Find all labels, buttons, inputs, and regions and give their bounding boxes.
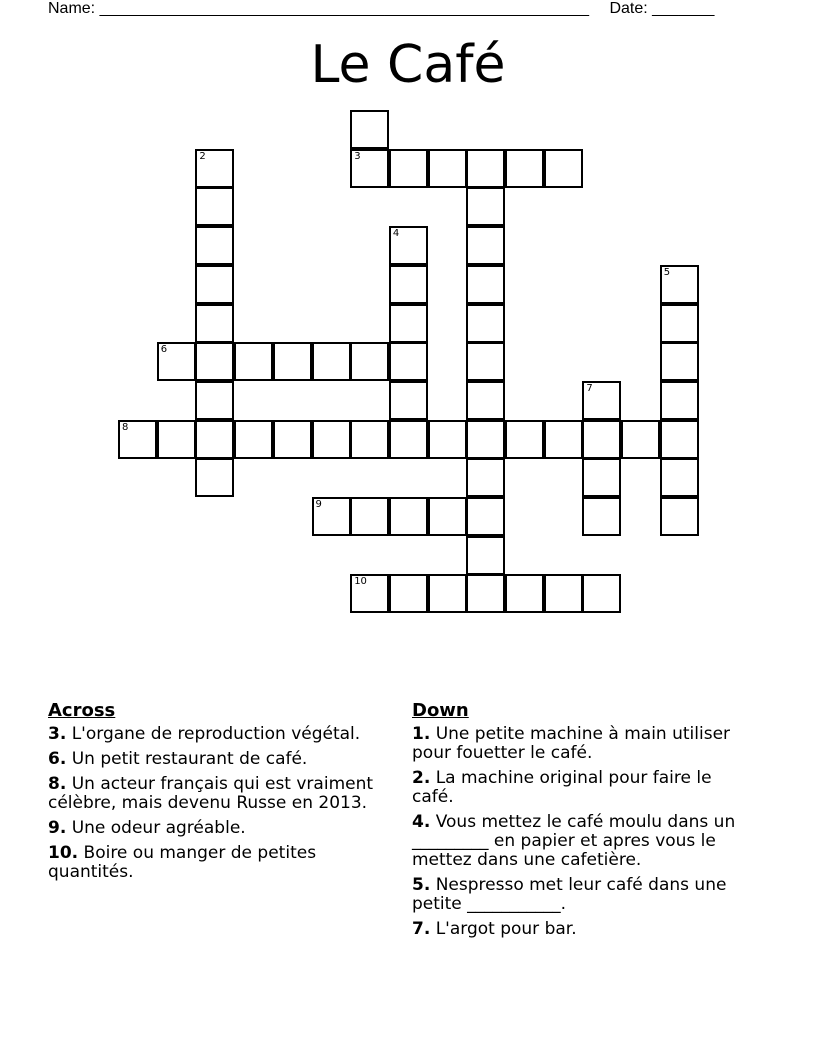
grid-cell[interactable] [195,342,234,381]
grid-cell[interactable] [660,497,699,536]
grid-cell[interactable] [660,342,699,381]
across-clues [48,700,378,888]
clue-number: 1. [412,724,431,744]
clue-number-label: 5 [663,266,671,278]
grid-cell[interactable] [582,458,621,497]
grid-cell[interactable] [195,304,234,343]
grid-cell[interactable] [195,226,234,265]
clue-number: 7. [412,919,431,939]
grid-cell[interactable] [350,497,389,536]
clue-number: 3. [48,724,67,744]
clue-text: L'argot pour bar. [435,919,577,939]
grid-cell[interactable] [350,149,389,188]
clue-down-2 [412,769,757,807]
grid-cell[interactable] [428,574,467,613]
grid-cell[interactable] [505,420,544,459]
grid-cell[interactable] [660,458,699,497]
grid-cell[interactable] [389,149,428,188]
grid-cell[interactable] [350,342,389,381]
grid-cell[interactable] [389,574,428,613]
grid-cell[interactable] [466,497,505,536]
grid-cell[interactable] [466,458,505,497]
grid-cell[interactable] [621,420,660,459]
grid-cell[interactable] [466,342,505,381]
grid-cell[interactable] [660,381,699,420]
grid-cell[interactable] [195,149,234,188]
grid-cell[interactable] [389,497,428,536]
clue-number: 9. [48,818,67,838]
grid-cell[interactable] [312,420,351,459]
clue-across-8 [48,775,378,813]
grid-cell[interactable] [273,420,312,459]
grid-cell[interactable] [312,497,351,536]
grid-cell[interactable] [195,187,234,226]
name-field-label: Name: _______________________________________________________ [48,0,589,17]
grid-cell[interactable] [389,265,428,304]
grid-cell[interactable] [428,149,467,188]
grid-cell[interactable] [660,420,699,459]
grid-cell[interactable] [234,342,273,381]
grid-cell[interactable] [466,574,505,613]
grid-cell[interactable] [157,342,196,381]
grid-cell[interactable] [660,265,699,304]
grid-cell[interactable] [157,420,196,459]
clue-text: Vous mettez le café moulu dans un _________ en papier et apres vous le mettez dans une cafetière. [412,812,736,870]
grid-cell[interactable] [389,381,428,420]
grid-cell[interactable] [544,149,583,188]
grid-cell[interactable] [582,497,621,536]
clue-down-7 [412,920,757,939]
grid-cell[interactable] [273,342,312,381]
clue-across-10 [48,844,378,882]
clue-number: 2. [412,768,431,788]
grid-cell[interactable] [389,420,428,459]
grid-cell[interactable] [544,420,583,459]
grid-cell[interactable] [466,149,505,188]
grid-cell[interactable] [195,381,234,420]
clue-text: Nespresso met leur café dans une petite ___________. [412,875,727,914]
grid-cell[interactable] [195,458,234,497]
grid-cell[interactable] [389,342,428,381]
down-heading: Down [412,700,469,721]
grid-cell[interactable] [582,381,621,420]
grid-cell[interactable] [466,381,505,420]
down-clues [412,700,757,945]
page-title: Le Café [310,35,506,95]
clue-text: La machine original pour faire le café. [412,768,712,807]
across-heading: Across [48,700,116,721]
clue-text: Un petit restaurant de café. [71,749,308,769]
clue-text: Une petite machine à main utiliser pour fouetter le café. [412,724,731,763]
clue-number: 4. [412,812,431,832]
clue-down-1 [412,725,757,763]
clue-number-label: 10 [354,576,367,588]
grid-cell[interactable] [118,420,157,459]
clue-number: 8. [48,774,67,794]
date-field-label: Date: _______ [609,0,715,17]
grid-cell[interactable] [350,574,389,613]
clue-number: 10. [48,843,79,863]
clue-down-5 [412,876,757,914]
clue-number: 5. [412,875,431,895]
grid-cell[interactable] [466,420,505,459]
grid-cell[interactable] [660,304,699,343]
clue-across-3 [48,725,378,744]
clue-number-label: 8 [122,421,129,433]
clue-text: Un acteur français qui est vraiment célèbre, mais devenu Russe en 2013. [48,774,374,813]
grid-cell[interactable] [389,226,428,265]
grid-cell[interactable] [350,420,389,459]
grid-cell[interactable] [505,574,544,613]
grid-cell[interactable] [544,574,583,613]
grid-cell[interactable] [466,187,505,226]
grid-cell[interactable] [505,149,544,188]
grid-cell[interactable] [428,420,467,459]
clue-number-label: 7 [586,382,593,394]
grid-cell[interactable] [582,574,621,613]
grid-cell[interactable] [466,536,505,575]
grid-cell[interactable] [582,420,621,459]
grid-cell[interactable] [466,265,505,304]
clue-down-4 [412,813,757,870]
clue-number-label: 9 [315,499,322,510]
grid-cell[interactable] [195,420,234,459]
clue-number-label: 6 [160,344,168,356]
clue-text: Une odeur agréable. [71,818,246,838]
clue-across-9 [48,819,378,838]
grid-cell[interactable] [466,304,505,343]
clue-text: Boire ou manger de petites quantités. [48,843,317,882]
grid-cell[interactable] [195,265,234,304]
clue-number-label: 4 [392,228,400,240]
grid-cell[interactable] [389,304,428,343]
grid-cell[interactable] [428,497,467,536]
clue-number-label: 3 [354,150,361,162]
grid-cell[interactable] [466,226,505,265]
clue-text: L'organe de reproduction végétal. [71,724,361,744]
grid-cell[interactable] [350,110,389,149]
clue-number: 6. [48,749,67,769]
clue-across-6 [48,750,378,769]
grid-cell[interactable] [312,342,351,381]
grid-cell[interactable] [234,420,273,459]
clue-number-label: 2 [199,150,206,162]
